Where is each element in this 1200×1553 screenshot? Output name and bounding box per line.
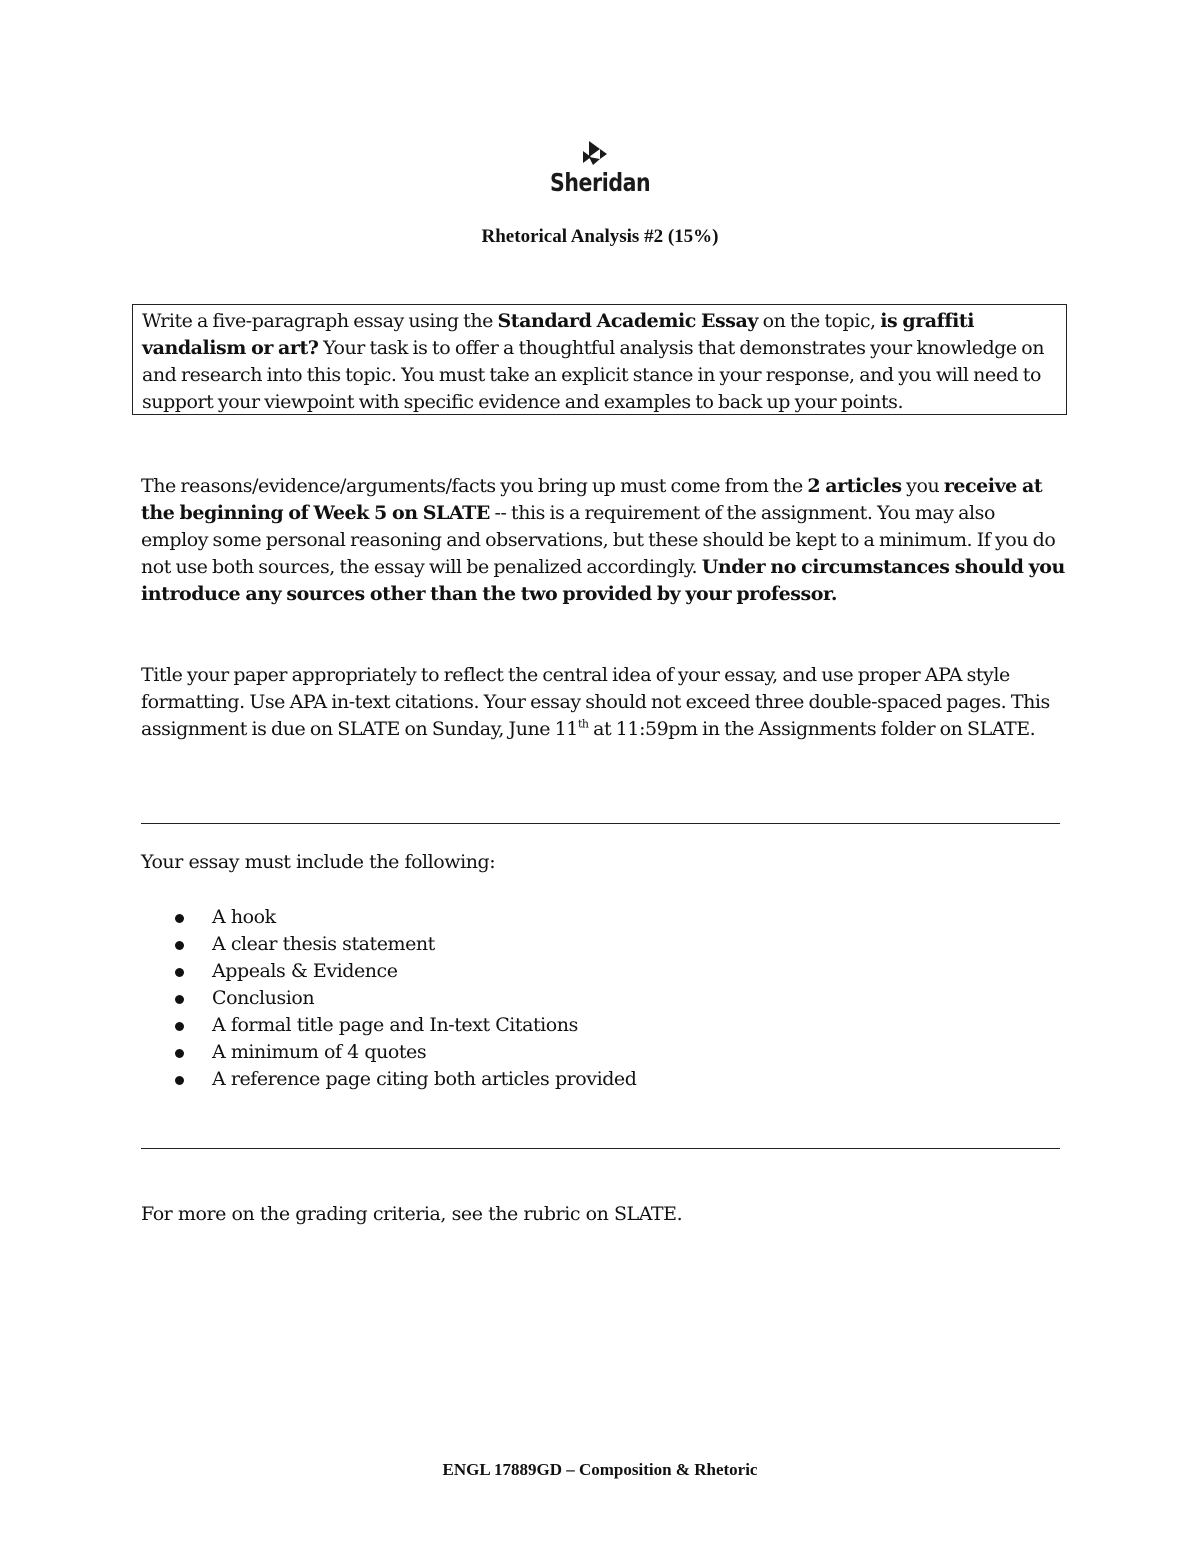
assignment-box: [132, 304, 1067, 415]
bullet-icon: [175, 1022, 184, 1031]
logo-wordmark: Sheridan: [550, 168, 651, 197]
bullet-icon: [175, 995, 184, 1004]
page-title: Rhetorical Analysis #2 (15%): [481, 226, 719, 247]
list-item-text: Appeals & Evidence: [212, 960, 398, 982]
sources-paragraph: [141, 473, 1066, 608]
bullet-icon: [175, 968, 184, 977]
sheridan-diamond-icon: [580, 140, 608, 166]
list-item: [172, 1012, 636, 1039]
format-superscript: th: [577, 717, 589, 731]
list-item-text: Conclusion: [212, 987, 315, 1009]
divider-top: [141, 823, 1060, 824]
format-paragraph: [141, 662, 1066, 743]
list-item-text: A hook: [212, 906, 276, 928]
sources-bold-2: receive at the beginning of Week 5 on SLATE: [141, 475, 1043, 524]
list-item: [172, 1039, 636, 1066]
list-item-text: A reference page citing both articles provided: [212, 1068, 637, 1090]
list-item-text: A minimum of 4 quotes: [212, 1041, 427, 1063]
box-text-1: Write a five-paragraph essay using the: [142, 310, 498, 332]
bullet-icon: [175, 1049, 184, 1058]
sources-bold-3: Under no circumstances should you introduce any sources other than the two provided by your professor.: [141, 556, 1065, 605]
box-bold-1: Standard Academic Essay: [497, 310, 759, 332]
list-item: [172, 958, 636, 985]
requirements-intro: Your essay must include the following:: [141, 851, 496, 873]
list-item: [172, 931, 636, 958]
bullet-icon: [175, 914, 184, 923]
format-text-1: Title your paper appropriately to reflect the central idea of your essay, and use proper APA style formatting. Use APA in-text citations. Your essay should not exceed three double-spaced pages. This assignment is due on SLATE on Sunday, June 11: [141, 664, 1050, 740]
box-bold-2: is graffiti vandalism or art?: [142, 310, 974, 359]
box-text-3: Your task is to offer a thoughtful analysis that demonstrates your knowledge on and research into this topic. You must take an explicit stance in your response, and you will need to support your viewpoint with specific evidence and examples to back up your points.: [142, 337, 1045, 413]
list-item-text: A clear thesis statement: [212, 933, 435, 955]
bullet-icon: [175, 1076, 184, 1085]
sources-bold-1: 2 articles: [807, 475, 902, 497]
closing-note: For more on the grading criteria, see the rubric on SLATE.: [141, 1203, 683, 1225]
box-text-2: on the topic,: [758, 310, 881, 332]
list-item-text: A formal title page and In-text Citations: [212, 1014, 578, 1036]
sources-text-1: The reasons/evidence/arguments/facts you bring up must come from the: [141, 475, 808, 497]
divider-bottom: [141, 1148, 1060, 1149]
list-item: [172, 904, 636, 931]
requirements-list: [172, 904, 636, 1093]
format-text-2: at 11:59pm in the Assignments folder on SLATE.: [588, 718, 1036, 740]
sheridan-logo: [536, 140, 666, 200]
list-item: [172, 1066, 636, 1093]
bullet-icon: [175, 941, 184, 950]
sources-text-2: you: [901, 475, 944, 497]
sources-text-3: -- this is a requirement of the assignment. You may also employ some personal reasoning and observations, but these should be kept to a minimum. If you do not use both sources, the essay will be penalized accordingly.: [141, 502, 1056, 578]
course-footer: ENGL 17889GD – Composition & Rhetoric: [442, 1460, 758, 1479]
list-item: [172, 985, 636, 1012]
